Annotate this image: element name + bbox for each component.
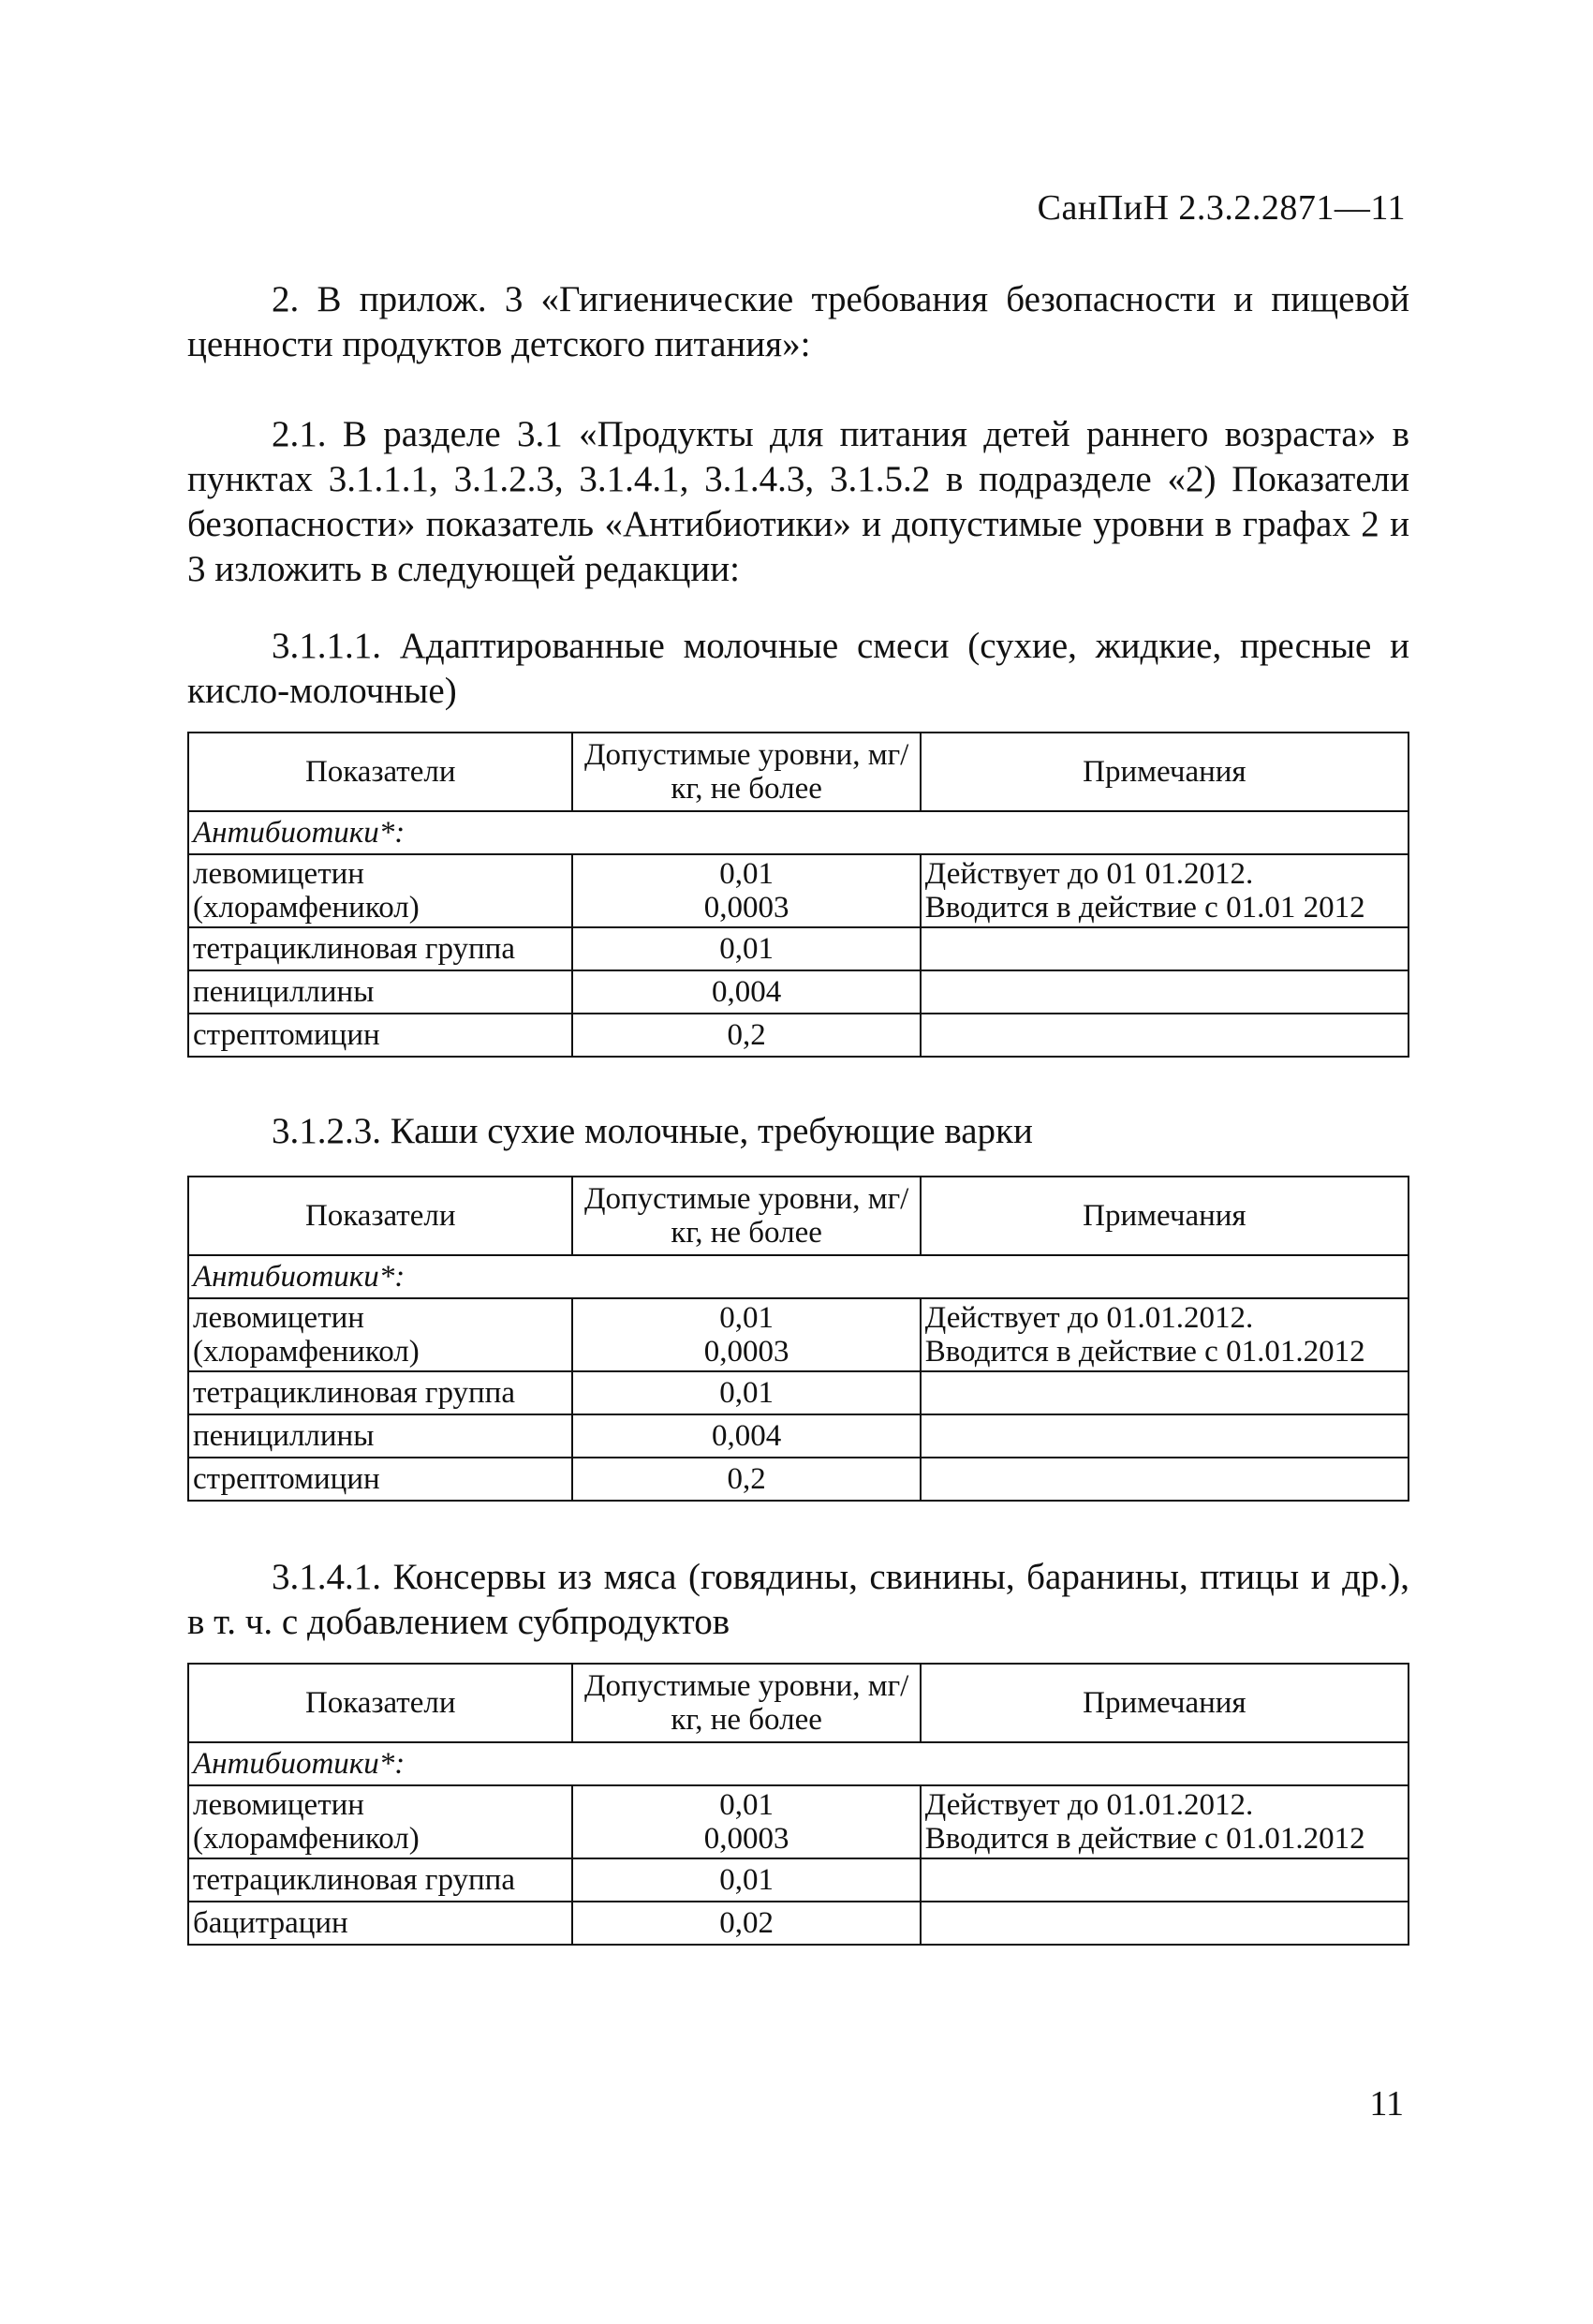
level-value: 0,004	[572, 1414, 920, 1458]
table-group-row	[188, 1255, 1409, 1298]
table-row	[188, 1298, 1409, 1371]
table-row	[188, 1858, 1409, 1902]
note-cell	[921, 1014, 1409, 1057]
table-header-row	[188, 1664, 1409, 1742]
level-value-new: 0,0003	[703, 891, 789, 925]
group-label: Антибиотики*:	[188, 811, 1409, 854]
col-header-levels: Допустимые уровни, мг/кг, не более	[572, 1664, 920, 1742]
level-value: 0,01	[572, 1858, 920, 1902]
level-value: 0,004	[572, 970, 920, 1014]
level-value	[572, 1785, 920, 1858]
note-cell	[921, 854, 1409, 927]
table-group-row	[188, 1742, 1409, 1785]
col-header-notes: Примечания	[921, 1177, 1409, 1255]
note-cell	[921, 1458, 1409, 1501]
table-row	[188, 854, 1409, 927]
note-cell	[921, 1414, 1409, 1458]
note-cell	[921, 1785, 1409, 1858]
col-header-notes: Примечания	[921, 1664, 1409, 1742]
table-row	[188, 1785, 1409, 1858]
level-value: 0,01	[572, 927, 920, 970]
section-heading-3-1-2-3: 3.1.2.3. Каши сухие молочные, требующие варки	[272, 1111, 1033, 1151]
indicator-name: стрептомицин	[188, 1458, 572, 1501]
level-value: 0,02	[572, 1902, 920, 1945]
table-row	[188, 927, 1409, 970]
level-value-current: 0,01	[719, 1788, 774, 1822]
level-value-new: 0,0003	[703, 1822, 789, 1856]
level-value: 0,2	[572, 1014, 920, 1057]
page-number: 11	[1369, 2084, 1404, 2124]
note-cell	[921, 970, 1409, 1014]
table-header-row	[188, 733, 1409, 811]
note-cell	[921, 927, 1409, 970]
group-label: Антибиотики*:	[188, 1742, 1409, 1785]
antibiotics-table-3-1-2-3	[187, 1176, 1409, 1502]
table-row	[188, 1902, 1409, 1945]
table-row	[188, 1414, 1409, 1458]
col-header-indicators: Показатели	[188, 1664, 572, 1742]
col-header-indicators: Показатели	[188, 733, 572, 811]
level-value	[572, 854, 920, 927]
note-cell	[921, 1902, 1409, 1945]
level-value: 0,01	[572, 1371, 920, 1414]
document-header-code: СанПиН 2.3.2.2871—11	[1037, 188, 1406, 228]
table-row	[188, 970, 1409, 1014]
col-header-levels: Допустимые уровни, мг/кг, не более	[572, 1177, 920, 1255]
col-header-levels: Допустимые уровни, мг/кг, не более	[572, 733, 920, 811]
section-heading-3-1-1-1: 3.1.1.1. Адаптированные молочные смеси (сухие, жидкие, пресные и кисло-молочные)	[187, 626, 1409, 711]
note-cell	[921, 1858, 1409, 1902]
indicator-name: левомицетин (хлорамфеникол)	[188, 1785, 572, 1858]
note-valid-until: Действует до 01.01.2012.	[924, 1301, 1254, 1335]
indicator-name: тетрациклиновая группа	[188, 927, 572, 970]
note-cell	[921, 1298, 1409, 1371]
note-effective-from: Вводится в действие с 01.01 2012	[924, 891, 1365, 925]
group-label: Антибиотики*:	[188, 1255, 1409, 1298]
table-group-row	[188, 811, 1409, 854]
intro-paragraph-1: 2. В прилож. 3 «Гигиенические требования безопасности и пищевой ценности продуктов детского питания»:	[187, 279, 1409, 364]
antibiotics-table-3-1-1-1	[187, 732, 1409, 1058]
table-header-row	[188, 1177, 1409, 1255]
level-value-current: 0,01	[719, 1301, 774, 1335]
indicator-name: левомицетин (хлорамфеникол)	[188, 1298, 572, 1371]
level-value-current: 0,01	[719, 857, 774, 891]
indicator-name: тетрациклиновая группа	[188, 1858, 572, 1902]
level-value-new: 0,0003	[703, 1335, 789, 1369]
level-value	[572, 1298, 920, 1371]
note-effective-from: Вводится в действие с 01.01.2012	[924, 1822, 1365, 1856]
col-header-indicators: Показатели	[188, 1177, 572, 1255]
note-effective-from: Вводится в действие с 01.01.2012	[924, 1335, 1365, 1369]
table-row	[188, 1458, 1409, 1501]
indicator-name: бацитрацин	[188, 1902, 572, 1945]
note-cell	[921, 1371, 1409, 1414]
col-header-notes: Примечания	[921, 733, 1409, 811]
table-row	[188, 1014, 1409, 1057]
indicator-name: стрептомицин	[188, 1014, 572, 1057]
indicator-name: пенициллины	[188, 1414, 572, 1458]
intro-paragraph-2: 2.1. В разделе 3.1 «Продукты для питания детей раннего возраста» в пунктах 3.1.1.1, 3.1.2.3, 3.1.4.1, 3.1.4.3, 3.1.5.2 в подразделе «2) Показатели безопасности» показатель «Антибиотики» и допустимые уровни в графах 2 и 3 изложить в следующей редакции:	[187, 414, 1409, 589]
note-valid-until: Действует до 01.01.2012.	[924, 1788, 1254, 1822]
indicator-name: левомицетин (хлорамфеникол)	[188, 854, 572, 927]
antibiotics-table-3-1-4-1	[187, 1663, 1409, 1946]
table-row	[188, 1371, 1409, 1414]
section-heading-3-1-4-1: 3.1.4.1. Консервы из мяса (говядины, свинины, баранины, птицы и др.), в т. ч. с добавлением субпродуктов	[187, 1557, 1409, 1642]
level-value: 0,2	[572, 1458, 920, 1501]
indicator-name: тетрациклиновая группа	[188, 1371, 572, 1414]
indicator-name: пенициллины	[188, 970, 572, 1014]
note-valid-until: Действует до 01 01.2012.	[924, 857, 1254, 891]
